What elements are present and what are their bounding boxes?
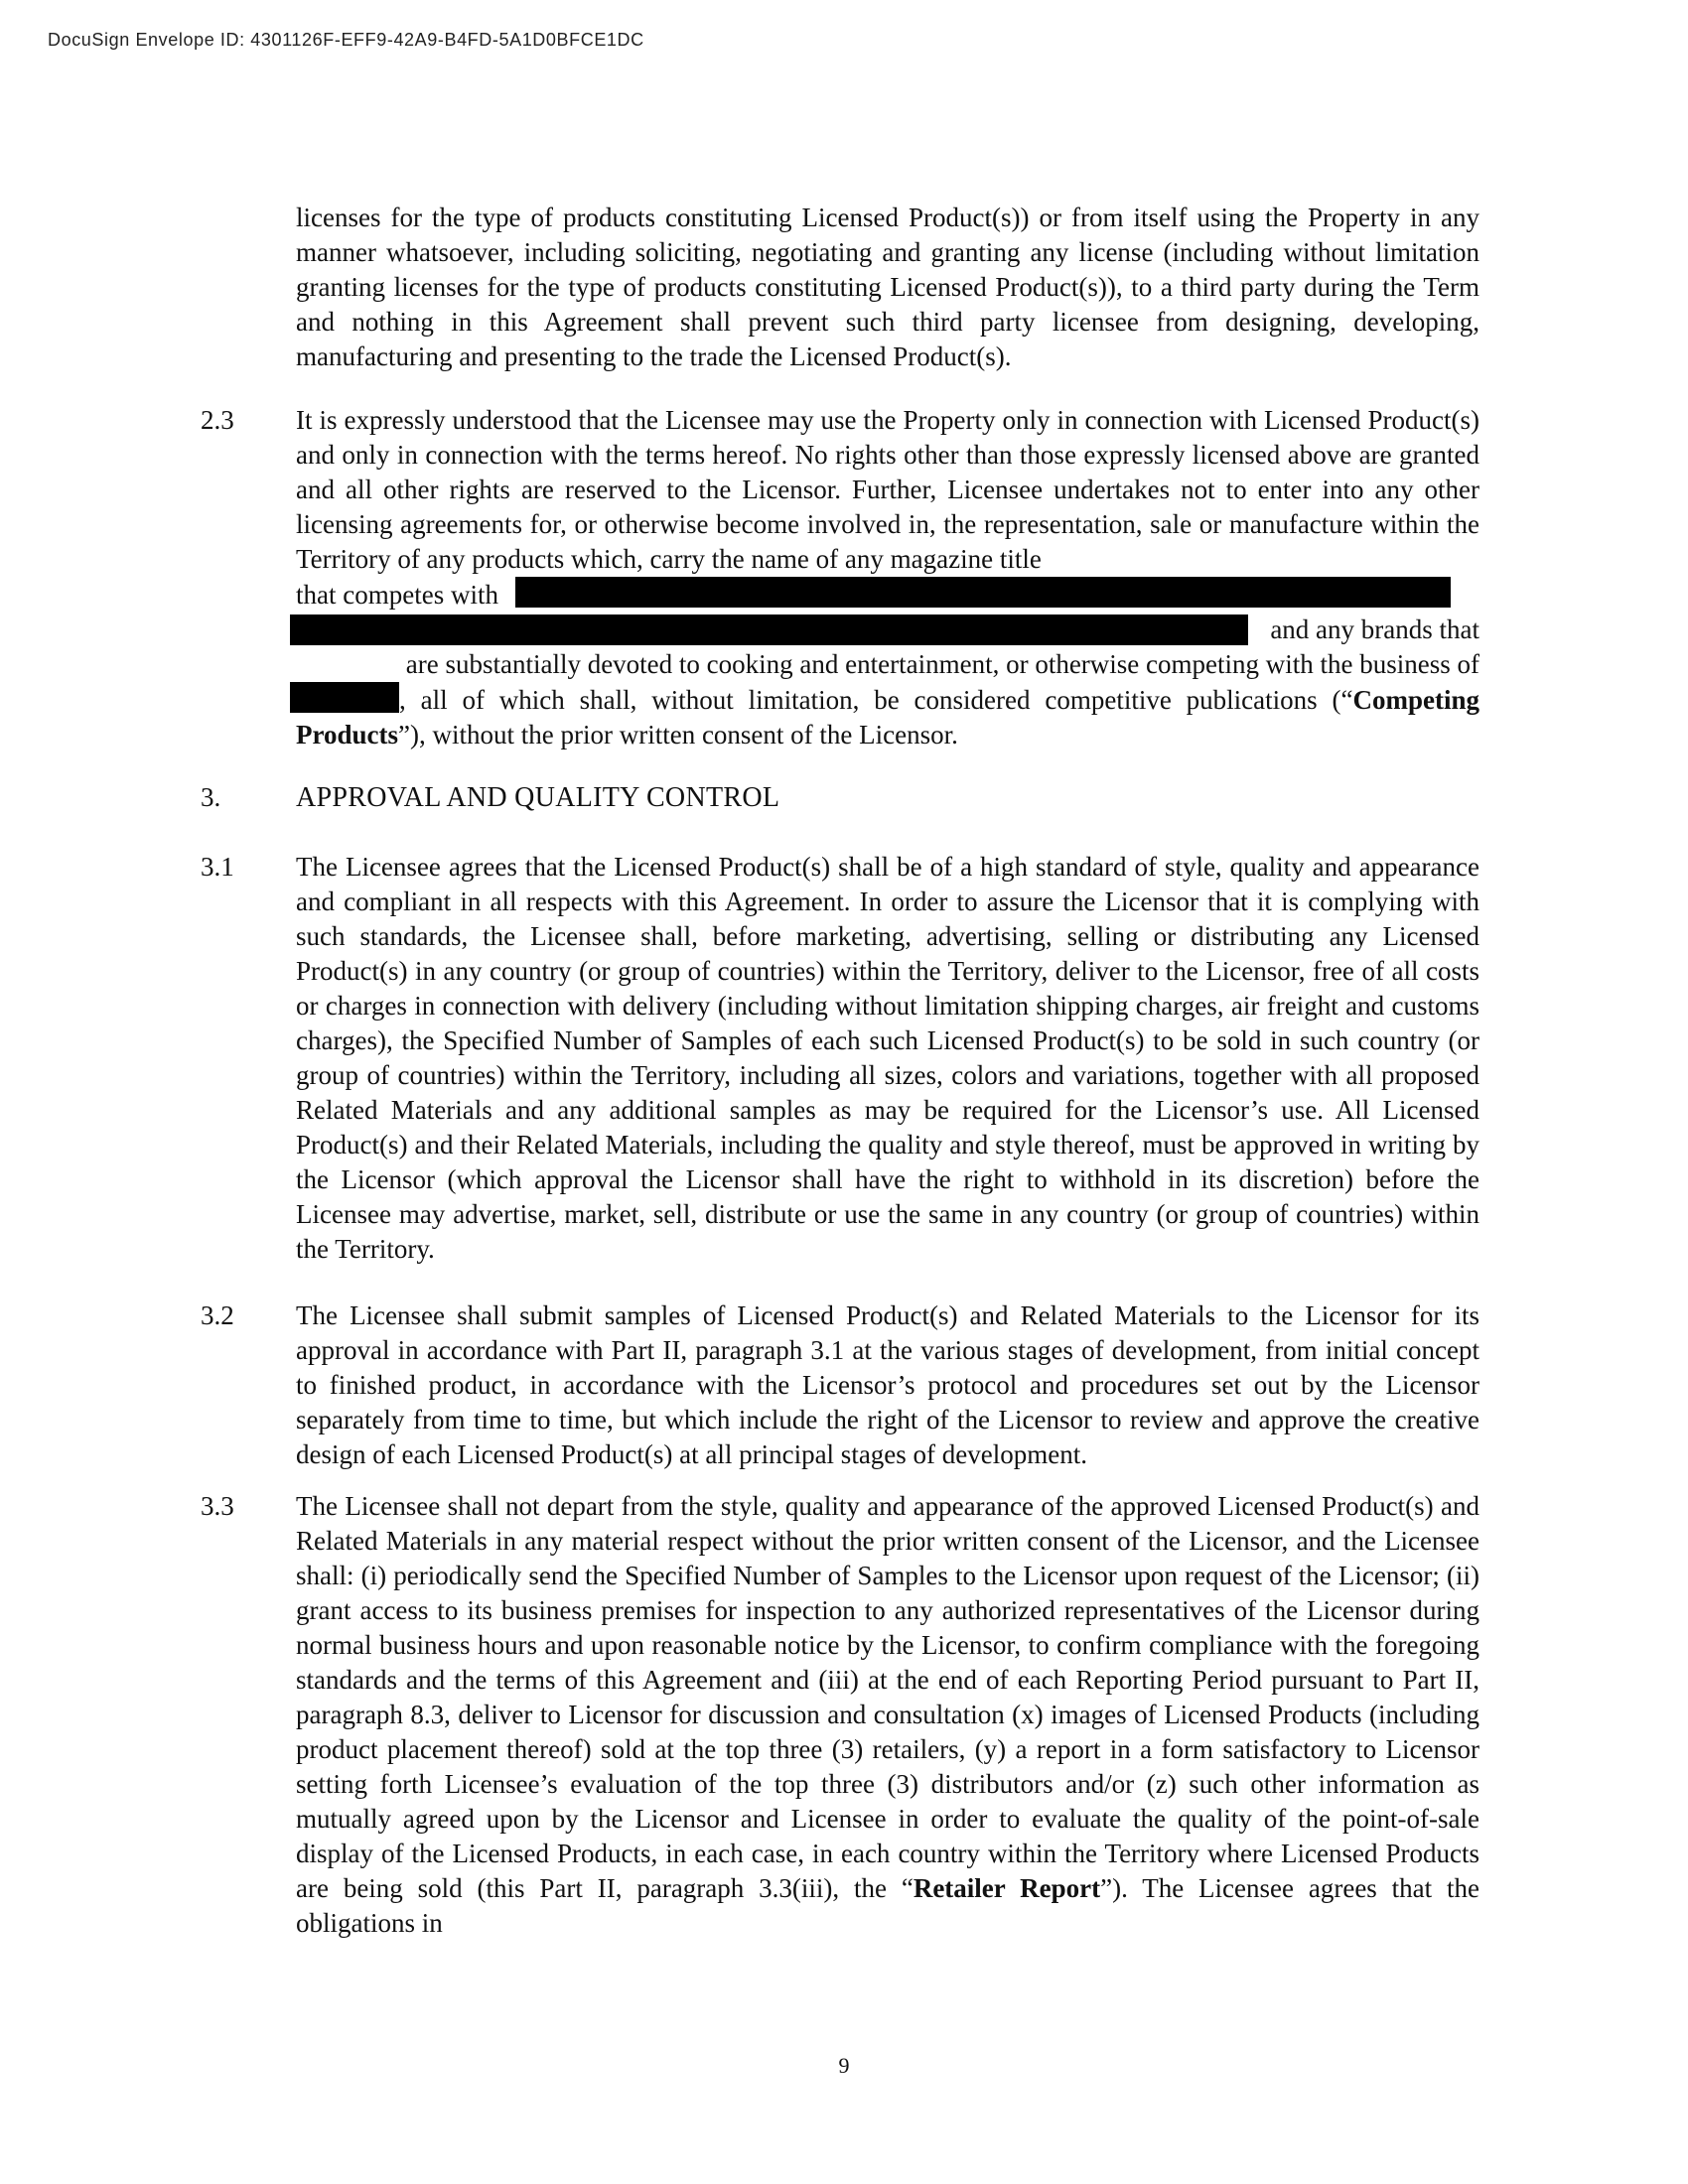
section-3-3-text-part2: ”). The Licensee agrees that the obligations in (296, 1873, 1480, 1938)
section-2-3-text-part1: It is expressly understood that the Licensee may use the Property only in connection with Licensed Product(s) and only in connection with the terms hereof. No rights other than those expressly licensed above are granted and all other rights are reserved to the Licensor. Further, Licensee undertakes not to enter into any other licensing agreements for, or otherwise become involved in, the representation, sale or manufacture within the Territory of any products which, carry the name of any magazine title (296, 405, 1479, 574)
section-2-3-text-part2: that competes with (296, 580, 498, 610)
section-2-3-text-part5: ”), without the prior written consent of the Licensor. (398, 720, 958, 750)
section-2-3-text-part4: , all of which shall, without limitation, be considered competitive publications (“ (399, 685, 1353, 715)
page-number: 9 (838, 2053, 850, 2078)
redaction-block (290, 682, 399, 713)
section-3-1-paragraph: The Licensee agrees that the Licensed Product(s) shall be of a high standard of style, quality and appearance and compliant in all respects with this Agreement. In order to assure the Licensor that it is complying with such standards, the Licensee shall, before marketing, advertising, selling or distributing any Licensed Product(s) in any country (or group of countries) within the Territory, deliver to the Licensor, free of all costs or charges in connection with delivery (including without limitation shipping charges, air freight and customs charges), the Specified Number of Samples of each such Licensed Product(s) to be sold in such country (or group of countries) within the Territory, including all sizes, colors and variations, together with all proposed Related Materials and any additional samples as may be required for the Licensor’s use. All Licensed Product(s) and their Related Materials, including the quality and style thereof, must be approved in writing by the Licensor (which approval the Licensor shall have the right to withhold in its discretion) before the Licensee may advertise, market, sell, distribute or use the same in any country (or group of countries) within the Territory. (296, 852, 1479, 1264)
section-3-heading: APPROVAL AND QUALITY CONTROL (296, 782, 780, 813)
defined-term-retailer-report: Retailer Report (913, 1873, 1101, 1903)
section-2-3-paragraph (296, 403, 1479, 752)
section-3-2-paragraph: The Licensee shall submit samples of Licensed Product(s) and Related Materials to the Licensor for its approval in accordance with Part II, paragraph 3.1 at the various stages of development, from initial concept to finished product, in accordance with the Licensor’s protocol and procedures set out by the Licensor separately from time to time, but which include the right of the Licensor to review and approve the creative design of each Licensed Product(s) at all principal stages of development. (296, 1300, 1479, 1469)
section-3-number: 3. (201, 782, 221, 812)
section-2-3-text-part3: and any brands that are substantially devoted to cooking and entertainment, or otherwise competing with the business of (405, 614, 1479, 679)
docusign-envelope-header: DocuSign Envelope ID: 4301126F-EFF9-42A9-B4FD-5A1D0BFCE1DC (48, 30, 644, 50)
section-3-1-number: 3.1 (201, 852, 234, 882)
redaction-block (515, 577, 1451, 608)
section-3-2-number: 3.2 (201, 1300, 234, 1330)
section-3-3-number: 3.3 (201, 1491, 234, 1521)
section-2-3-number: 2.3 (201, 405, 234, 435)
redaction-block (290, 614, 1248, 645)
section-3-3-paragraph (296, 1489, 1479, 1941)
section-3-3-text-part1: The Licensee shall not depart from the style, quality and appearance of the approved Licensed Product(s) and Related Materials in any material respect without the prior written consent of the Licensor, and the Licensee shall: (i) periodically send the Specified Number of Samples to the Licensor upon request of the Licensor; (ii) grant access to its business premises for inspection to any authorized representatives of the Licensor during normal business hours and upon reasonable notice by the Licensor, to confirm compliance with the foregoing standards and the terms of this Agreement and (iii) at the end of each Reporting Period pursuant to Part II, paragraph 8.3, deliver to Licensor for discussion and consultation (x) images of Licensed Products (including product placement thereof) sold at the top three (3) retailers, (y) a report in a form satisfactory to Licensor setting forth Licensee’s evaluation of the top three (3) distributors and/or (z) such other information as mutually agreed upon by the Licensor and Licensee in order to evaluate the quality of the point-of-sale display of the Licensed Products, in each case, in each country within the Territory where Licensed Products are being sold (this Part II, paragraph 3.3(iii), the “ (296, 1491, 1479, 1903)
intro-paragraph: licenses for the type of products constituting Licensed Product(s)) or from itself using the Property in any manner whatsoever, including soliciting, negotiating and granting any license (including without limitation granting licenses for the type of products constituting Licensed Product(s)), to a third party during the Term and nothing in this Agreement shall prevent such third party licensee from designing, developing, manufacturing and presenting to the trade the Licensed Product(s). (296, 203, 1479, 371)
defined-term-competing-products: Competing Products (296, 685, 1479, 750)
